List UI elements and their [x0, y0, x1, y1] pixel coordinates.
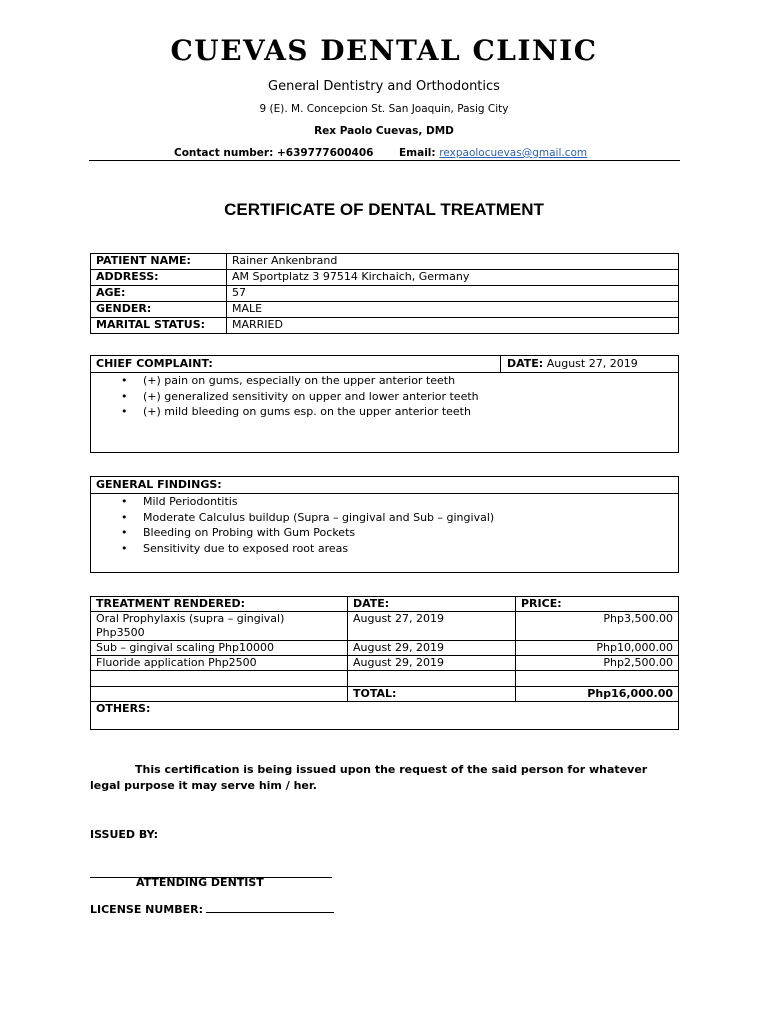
treatment-date: August 29, 2019 — [348, 641, 516, 656]
others-label: OTHERS: — [91, 702, 679, 730]
patient-name-label: PATIENT NAME: — [91, 254, 227, 270]
gender-label: GENDER: — [91, 302, 227, 318]
empty-cell — [91, 687, 348, 702]
price-header: PRICE: — [516, 597, 679, 612]
complaint-date — [500, 356, 678, 372]
list-item: • (+) pain on gums, especially on the upper anterior teeth — [121, 373, 678, 389]
list-item: • Moderate Calculus buildup (Supra – gingival and Sub – gingival) — [121, 510, 678, 526]
statement-text: This certification is being issued upon the request of the said person for whatever legal purpose it may serve him / her. — [90, 763, 648, 792]
gender-value: MALE — [227, 302, 679, 318]
license-label: LICENSE NUMBER: — [90, 903, 204, 916]
issued-by-label: ISSUED BY: — [90, 828, 159, 841]
patient-info-table — [90, 253, 679, 334]
treatment-name: Oral Prophylaxis (supra – gingival) — [96, 612, 285, 625]
age-value: 57 — [227, 286, 679, 302]
table-row — [91, 612, 679, 641]
clinic-subtitle: General Dentistry and Orthodontics — [268, 79, 500, 94]
empty-cell — [91, 671, 348, 687]
date-header: DATE: — [348, 597, 516, 612]
treatment-price: Php3,500.00 — [516, 612, 679, 641]
total-label: TOTAL: — [348, 687, 516, 702]
marital-status-label: MARITAL STATUS: — [91, 318, 227, 334]
table-row — [91, 302, 679, 318]
header-divider — [89, 160, 680, 161]
treatment-table — [90, 596, 679, 730]
table-row — [91, 656, 679, 671]
table-row — [91, 286, 679, 302]
clinic-name: CUEVAS DENTAL CLINIC — [170, 34, 598, 67]
treatment-name: Sub – gingival scaling Php10000 — [91, 641, 348, 656]
treatment-date: August 29, 2019 — [348, 656, 516, 671]
certification-statement — [90, 762, 680, 794]
contact-number — [174, 147, 373, 159]
certificate-title: CERTIFICATE OF DENTAL TREATMENT — [224, 200, 544, 219]
license-number — [90, 901, 334, 916]
contact-label: Contact number: — [174, 147, 274, 159]
attending-dentist-label: ATTENDING DENTIST — [136, 876, 264, 889]
general-findings-header — [91, 477, 678, 494]
license-blank-line — [206, 901, 334, 913]
complaint-date-label: DATE: — [507, 357, 544, 370]
clinic-address: 9 (E). M. Concepcion St. San Joaquin, Pasig City — [259, 103, 509, 115]
chief-complaint-label: CHIEF COMPLAINT: — [96, 357, 213, 370]
table-row — [91, 641, 679, 656]
others-row — [91, 702, 679, 730]
empty-cell — [516, 671, 679, 687]
address-label: ADDRESS: — [91, 270, 227, 286]
table-row — [91, 270, 679, 286]
table-row — [91, 254, 679, 270]
age-label: AGE: — [91, 286, 227, 302]
complaint-list — [91, 373, 678, 420]
treatment-price: Php2,500.00 — [516, 656, 679, 671]
total-row — [91, 687, 679, 702]
complaint-date-value: August 27, 2019 — [546, 357, 638, 370]
chief-complaint-header — [91, 356, 678, 373]
list-item: • Bleeding on Probing with Gum Pockets — [121, 525, 678, 541]
table-header-row — [91, 597, 679, 612]
treatment-name: Fluoride application Php2500 — [91, 656, 348, 671]
table-row — [91, 318, 679, 334]
contact-value: +639777600406 — [276, 147, 374, 159]
address-value: AM Sportplatz 3 97514 Kirchaich, Germany — [227, 270, 679, 286]
dentist-name: Rex Paolo Cuevas, DMD — [314, 125, 454, 137]
email-label: Email: — [399, 147, 436, 159]
general-findings-label: GENERAL FINDINGS: — [96, 478, 222, 491]
list-item: • (+) generalized sensitivity on upper and lower anterior teeth — [121, 389, 678, 405]
findings-list — [91, 494, 678, 556]
marital-status-value: MARRIED — [227, 318, 679, 334]
treatment-name-cont: Php3500 — [96, 626, 145, 639]
treatment-price: Php10,000.00 — [516, 641, 679, 656]
email — [399, 147, 587, 159]
empty-row — [91, 671, 679, 687]
email-link[interactable]: rexpaolocuevas@gmail.com — [439, 147, 588, 159]
list-item: • Mild Periodontitis — [121, 494, 678, 510]
list-item: • Sensitivity due to exposed root areas — [121, 541, 678, 557]
treatment-date: August 27, 2019 — [348, 612, 516, 641]
patient-name-value: Rainer Ankenbrand — [227, 254, 679, 270]
list-item: • (+) mild bleeding on gums esp. on the upper anterior teeth — [121, 404, 678, 420]
total-value: Php16,000.00 — [516, 687, 679, 702]
treatment-header: TREATMENT RENDERED: — [91, 597, 348, 612]
general-findings-box — [90, 476, 679, 573]
treatment-cell — [91, 612, 348, 641]
empty-cell — [348, 671, 516, 687]
chief-complaint-box — [90, 355, 679, 453]
